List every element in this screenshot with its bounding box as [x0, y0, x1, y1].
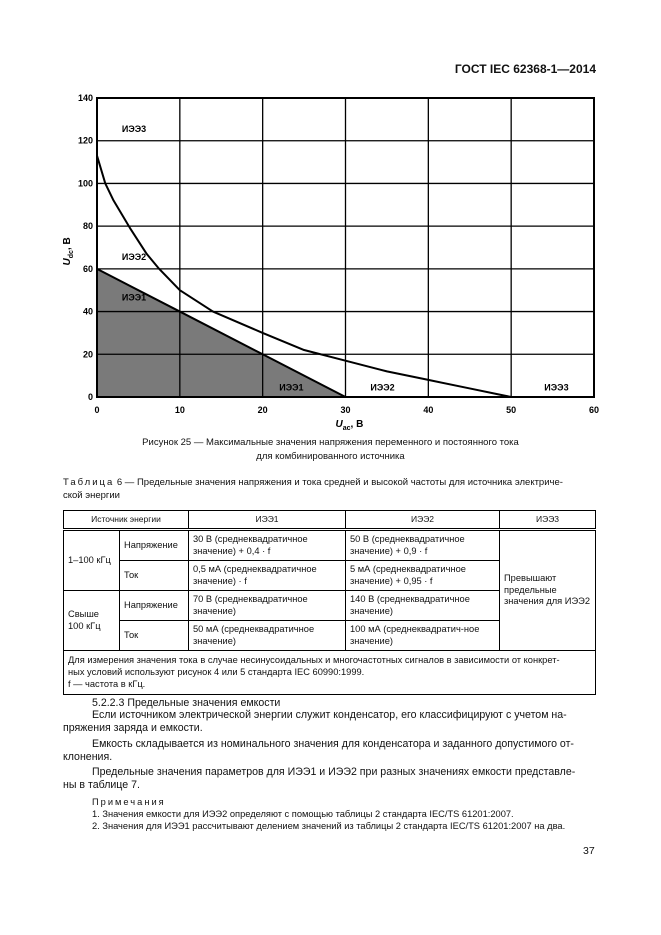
x-axis-label: $U_{ac}$, В	[335, 419, 364, 430]
note-item: 1. Значения емкости для ИЭЭ2 определяют с помощью таблицы 2 стандарта IEC/TS 61201:2007.	[92, 809, 514, 819]
note-item: 2. Значения для ИЭЭ1 рассчитывают делением значений из таблицы 2 стандарта IEC/TS 61201:2007 на два.	[92, 821, 566, 831]
table-footnote-row	[64, 651, 596, 695]
iee1-cell: 30 В (среднеквадратичное значение) + 0,4 · f	[189, 530, 346, 561]
iee1-cell: 0,5 мА (среднеквадратичное значение) · f	[189, 561, 346, 591]
paragraph-line: Предельные значения параметров для ИЭЭ1 и ИЭЭ2 при разных значениях емкости представле-	[92, 766, 576, 778]
region-label: ИЭЭ3	[121, 123, 147, 134]
region-label: ИЭЭ1	[121, 292, 147, 303]
header-source: Источник энергии	[64, 511, 189, 530]
paragraph-line: клонения.	[63, 751, 113, 763]
y-tick-label: 120	[77, 135, 93, 146]
limits-table	[63, 510, 596, 695]
iee2-cell: 100 мА (среднеквадратич-ное значение)	[346, 621, 500, 651]
y-axis-label: $U_{dc}$, В	[62, 237, 75, 266]
table-row	[64, 530, 596, 561]
footnote-line: ных условий используют рисунок 4 или 5 стандарта IEC 60990:1999.	[68, 667, 365, 677]
y-tick-label: 0	[87, 392, 93, 402]
paragraph-line: ны в таблице 7.	[63, 779, 140, 791]
footnote-line: Для измерения значения тока в случае несинусоидальных и многочастотных сигналов в зависимости от конкрет-	[68, 655, 560, 665]
param-cell: Ток	[120, 621, 189, 651]
region-label: ИЭЭ2	[370, 382, 395, 393]
table-title-text: 6 — Предельные значения напряжения и тока средней и высокой частоты для источника электриче-	[114, 477, 563, 488]
document-id-header: ГОСТ IEC 62368-1—2014	[454, 62, 596, 76]
figure-caption-line2: для комбинированного источника	[256, 451, 405, 462]
y-tick-label: 20	[82, 349, 93, 360]
iee1-cell: 70 В (среднеквадратичное значение)	[189, 591, 346, 621]
paragraph-line: Емкость складывается из номинального значения для конденсатора и заданного допустимого от-	[92, 738, 574, 750]
iee2-cell: 140 В (среднеквадратичное значение)	[346, 591, 500, 621]
param-cell: Ток	[120, 561, 189, 591]
iee2-cell: 50 В (среднеквадратичное значение) + 0,9 · f	[346, 530, 500, 561]
y-tick-label: 80	[82, 221, 93, 232]
y-tick-label: 140	[77, 93, 93, 103]
section-heading: 5.2.2.3 Предельные значения емкости	[92, 697, 281, 709]
header-iee3: ИЭЭ3	[500, 511, 596, 530]
x-tick-label: 50	[506, 405, 517, 415]
param-cell: Напряжение	[120, 530, 189, 561]
iee3-cell: Превышают предельные значения для ИЭЭ2	[500, 530, 596, 651]
paragraph-line: пряжения заряда и емкости.	[63, 722, 203, 734]
notes-label: Примечания	[92, 797, 166, 807]
y-tick-label: 60	[82, 263, 93, 274]
table-label: Таблица	[63, 477, 115, 488]
x-tick-label: 40	[423, 405, 434, 415]
table-header-row	[64, 511, 596, 530]
header-iee1: ИЭЭ1	[189, 511, 346, 530]
region-label: ИЭЭ2	[121, 252, 147, 263]
voltage-limits-chart	[0, 0, 661, 430]
group-label: 1–100 кГц	[64, 530, 120, 591]
region-label: ИЭЭ3	[544, 382, 569, 393]
header-iee2: ИЭЭ2	[346, 511, 500, 530]
x-tick-label: 60	[588, 405, 600, 415]
table-title-line1	[63, 477, 563, 488]
table-footnote	[64, 651, 596, 695]
iee2-cell: 5 мА (среднеквадратичное значение) + 0,95 · f	[346, 561, 500, 591]
table-title-line2: ской энергии	[63, 490, 120, 501]
x-tick-label: 30	[340, 405, 351, 415]
figure-caption-line1: Рисунок 25 — Максимальные значения напряжения переменного и постоянного тока	[142, 437, 519, 448]
region-label: ИЭЭ1	[279, 382, 304, 393]
page-number: 37	[583, 845, 595, 857]
group-label: Свыше 100 кГц	[64, 591, 120, 651]
x-tick-label: 10	[174, 405, 185, 415]
param-cell: Напряжение	[120, 591, 189, 621]
y-tick-label: 40	[82, 306, 93, 317]
paragraph-line: Если источником электрической энергии служит конденсатор, его классифицируют с учетом на-	[92, 709, 567, 721]
y-tick-label: 100	[77, 178, 93, 189]
footnote-line: f — частота в кГц.	[68, 679, 146, 689]
iee1-cell: 50 мА (среднеквадратичное значение)	[189, 621, 346, 651]
x-tick-label: 20	[257, 405, 268, 415]
x-tick-label: 0	[94, 405, 100, 415]
